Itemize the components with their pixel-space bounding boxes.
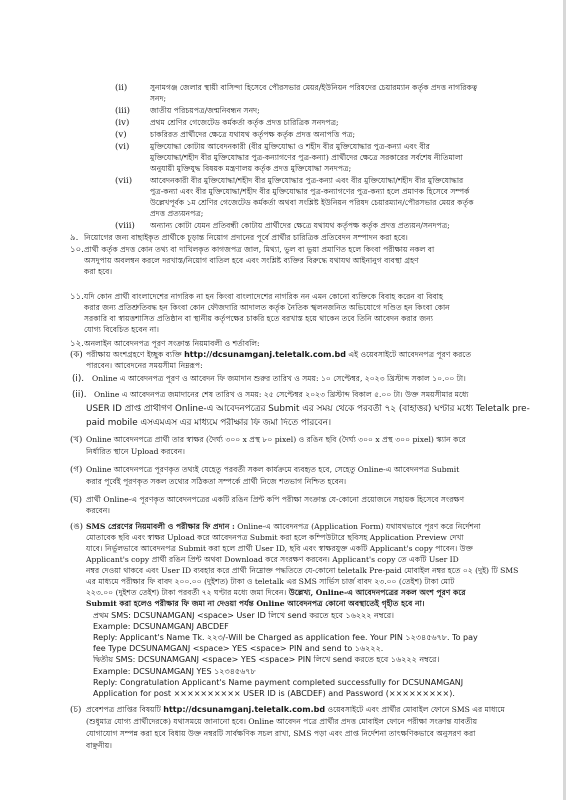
sub-item-text: প্রার্থী Online-এ পূরণকৃত আবেদনপত্রের একটি রঙিন প্রিন্ট কপি পরীক্ষা সংক্রান্ত যে-কোনো প্রয়োজনে সহায়ক হিসেবে সংরক্ষণ: [86, 495, 465, 504]
sub-item-text: করবেন।: [86, 506, 111, 515]
sub-item-number: (খ): [70, 435, 83, 445]
sms-line: Application for post ×××××××××× USER ID is (ABCDEF) and Password (×××××××××).: [93, 689, 455, 698]
sub-item-text-bold: Submit করা হলেও পরীক্ষার ফি জমা না দেওয়া পর্যন্ত Online আবেদনপত্র কোনো অবস্থাতেই গৃহীত হবে না।: [86, 599, 425, 608]
sms-line: দ্বিতীয় SMS: DCSUNAMGANJ <space> YES <space> PIN লিখে send করতে হবে ১৬২২২ নম্বরে।: [93, 655, 440, 664]
sub-item-text: USER ID প্রাপ্ত প্রার্থীগণ Online-এ আবেদনপত্রের Submit এর সময় থেকে পরবর্তী ৭২ (বাহাত্তর) ঘণ্টার মধ্যে Teletalk pre-: [86, 404, 530, 414]
text-segment-bold: উল্লেখ্য, Online-এ আবেদনপত্রের সকল অংশ পূরণ করে: [286, 588, 466, 597]
sub-item-text: Online এ আবেদনপত্র পূরণ ও আবেদন ফি জমাদান শুরুর তারিখ ও সময়: ১০ সেপ্টেম্বর, ২০২৩ খ্রিস্টাব্দ সকাল ১০.০০ টা।: [92, 374, 466, 383]
list-item-text: মুক্তিযোদ্ধা কোটায় আবেদনকারী (বীর মুক্তিযোদ্ধা ও শহীদ বীর মুক্তিযোদ্ধার পুত্র-কন্যা এবং বীর: [150, 142, 430, 151]
list-item-text: উল্লেখপূর্বক ১ম শ্রেণির গেজেটেড কর্মকর্তা অথবা সংশ্লিষ্ট ইউনিয়ন পরিষদ চেয়ারম্যান/পৌরসভার মেয়র কর্তৃক: [150, 198, 474, 207]
text-segment: পরীক্ষায় অংশগ্রহণে ইচ্ছুক ব্যক্তি: [86, 350, 185, 359]
item-number: (iv): [115, 118, 130, 128]
website-link[interactable]: http://dcsunamganj.teletalk.com.bd: [184, 350, 346, 359]
sub-item-text: paid mobile এসএমএস এর মাধ্যমে পরীক্ষার ফি জমা দিতে পারবেন।: [86, 418, 332, 428]
sms-line: Reply: Congratulation Applicant's Name payment completed successfully for DCSUNAMGANJ: [93, 678, 464, 687]
list-item-text: জাতীয় পরিচয়পত্র/জন্মনিবন্ধন সনদ;: [150, 106, 260, 115]
sms-line: Reply: Applicant's Name Tk. ২২৩/-Will be Charged as application fee. Your PIN ১২৩৪৫৬৭৮. To pay: [93, 633, 478, 642]
list-item-text: আবেদনকারী বীর মুক্তিযোদ্ধা/শহীদ বীর মুক্তিযোদ্ধার পুত্র-কন্যা এবং বীর মুক্তিযোদ্ধা/শহীদ বীর মুক্তিযোদ্ধার: [150, 176, 464, 185]
sub-item-text: বাঞ্ছনীয়।: [86, 741, 112, 750]
sub-item-text: Applicant's copy প্রার্থী রঙিন প্রিন্ট অথবা Download করে সংরক্ষণ করবেন। Applicant's copy তে একটি User ID: [86, 555, 459, 564]
list-item-text: প্রদত্ত প্রত্যয়নপত্র;: [150, 209, 204, 218]
section-number: ১২.: [70, 339, 84, 349]
section-text: যদি কোন প্রার্থী বাংলাদেশের নাগরিক না হন কিংবা বাংলাদেশের নাগরিক নন এমন কোনো ব্যক্তিকে বিবাহ করেন বা বিবাহ: [84, 292, 443, 301]
list-item-text: মুক্তিযোদ্ধা/শহীদ বীর মুক্তিযোদ্ধার পুত্র-কন্যাগণের পুত্র-কন্যা) প্রার্থীদের ক্ষেত্রে সরকারের সর্বশেষ নীতিমালা: [150, 153, 463, 162]
item-number: (ii): [115, 83, 128, 93]
sms-line: fee Type DCSUNAMGANJ <space> YES <space> PIN and send to ১৬২২২.: [93, 644, 384, 653]
sms-line: Example: DCSUNAMGANJ ABCDEF: [93, 622, 229, 631]
sub-item-text: এর মাধ্যমে পরীক্ষার ফি বাবদ ২০০.০০ (দুইশত) টাকা ও teletalk এর SMS সার্ভিস চার্জ বাবদ ২৩.০০ (তেইশ) টাকা মোট: [86, 577, 455, 586]
section-number: ১০.: [70, 245, 84, 255]
sub-item-text: মোতাবেক ছবি এবং স্বাক্ষর Upload করে আবেদনপত্র Submit করা হলে কম্পিউটারে ছবিসহ Application Preview দেখা: [86, 533, 464, 542]
section-text: সরকারি বা স্বায়ত্তশাসিত প্রতিষ্ঠান বা স্থানীয় কর্তৃপক্ষের চাকরি হতে বরখাস্ত হয়ে থাকেন তবে তিনি আবেদন করার জন্য: [84, 314, 433, 323]
sub-item-number: (i).: [72, 374, 85, 384]
sub-item-text: Online আবেদনপত্রে পূরণকৃত তথ্যই যেহেতু পরবর্তী সকল কার্যক্রমে ব্যবহৃত হবে, সেহেতু Online-এ আবেদনপত্র Submit: [86, 465, 460, 474]
sub-item-text: (শুধুমাত্র যোগ্য প্রার্থীদেরকে) যথাসময়ে জানানো হবে। Online আবেদন পত্রে প্রার্থীর প্রদত্ত মোবাইল ফোনে পরীক্ষা সংক্রান্ত যাবতীয়: [86, 717, 478, 726]
sub-item-number: (ঙ): [70, 522, 84, 532]
text-segment: Online-এ আবেদনপত্র (Application Form) যথাযথভাবে পূরণ করে নির্দেশনা: [234, 522, 481, 531]
item-number: (iii): [115, 106, 130, 116]
text-segment: এই ওয়েবসাইটে আবেদনপত্র পূরণ করতে: [345, 350, 472, 359]
sub-item-number: (ঘ): [70, 495, 83, 505]
sub-item-text: যাবে। নির্ভুলভাবে আবেদনপত্র Submit করা হলে প্রার্থী User ID, ছবি এবং স্বাক্ষরযুক্ত একটি Applicant's copy পাবেন। উক্ত: [86, 544, 473, 553]
sub-item-number: (ক): [70, 350, 83, 360]
sms-line: Example: DCSUNAMGANJ YES ১২৩৪৫৬৭৮: [93, 667, 256, 676]
item-number: (viii): [115, 221, 135, 231]
sub-item-text: করার পূর্বেই পূরণকৃত সকল তথ্যের সঠিকতা সম্পর্কে প্রার্থী নিজে শতভাগ নিশ্চিত হবেন।: [86, 477, 347, 486]
list-item-text: অনুযায়ী মুক্তিযুদ্ধ বিষয়ক মন্ত্রণালয় কর্তৃক প্রদত্ত মুক্তিযোদ্ধা সনদপত্র;: [150, 164, 352, 173]
sub-item-text: [86, 350, 552, 360]
section-text: করার জন্য প্রতিশ্রুতিবদ্ধ হন কিংবা কোন ফৌজদারি আদালত কর্তৃক নৈতিক স্খলনজনিত অভিযোগে দণ্ডিত হন কিংবা কোন: [84, 303, 450, 312]
list-item-text: সনদ;: [150, 94, 167, 103]
text-segment: ২২৩.০০ (দুইশত তেইশ) টাকা পরবর্তী ৭২ ঘণ্টার মধ্যে জমা দিবেন।: [86, 588, 287, 597]
sub-item-number: (গ): [70, 465, 83, 475]
item-number: (vi): [115, 142, 130, 152]
sub-item-text: নম্বর দেওয়া থাকবে এবং User ID ব্যবহার করে প্রার্থী নিম্নোক্ত পদ্ধতিতে যে-কোনো teletalk Pre-paid মোবাইল নম্বর হতে ০২ (দুই) টি SMS: [86, 566, 519, 575]
list-item-text: অন্যান্য কোটা যেমন প্রতিবন্ধী কোটায় প্রার্থীদের ক্ষেত্রে যথাযথ কর্তৃপক্ষ কর্তৃক প্রদত্ত প্রত্যয়ন/সনদপত্র;: [150, 221, 450, 230]
item-number: (v): [115, 130, 127, 140]
sub-item-text: [86, 705, 552, 715]
sub-item-number: (চ): [70, 705, 82, 715]
sms-heading: SMS প্রেরণের নিয়মাবলী ও পরীক্ষার ফি প্রদান :: [86, 522, 235, 531]
list-item-text: সুনামগঞ্জ জেলার স্থায়ী বাসিন্দা হিসেবে পৌরসভার মেয়র/ইউনিয়ন পরিষদের চেয়ারম্যান কর্তৃক প্রদত্ত নাগরিকত্ব: [150, 83, 478, 92]
section-text: যোগ্য বিবেচিত হবেন না।: [84, 325, 159, 334]
section-number: ৯.: [70, 233, 79, 243]
sms-line: প্রথম SMS: DCSUNAMGANJ <space> User ID লিখে send করতে হবে ১৬২২২ নম্বরে।: [93, 611, 395, 620]
text-segment: প্রবেশপত্র প্রাপ্তির বিষয়টি: [86, 705, 164, 714]
list-item-text: প্রথম শ্রেণির গেজেটেড কর্মকর্তা কর্তৃক প্রদত্ত চারিত্রিক সনদপত্র;: [150, 118, 339, 127]
sub-item-text: পারবেন। আবেদনের সময়সীমা নিম্নরূপ:: [86, 361, 203, 370]
list-item-text: চাকরিরত প্রার্থীদের ক্ষেত্রে যথাযথ কর্তৃপক্ষ কর্তৃক প্রদত্ত অনাপত্তি পত্র;: [150, 130, 356, 139]
section-text: অসদুপায় অবলম্বন করলে দরখাস্ত/নিয়োগ বাতিল হবে এবং সংশ্লিষ্ট ব্যক্তির বিরুদ্ধে যথাযথ আইনানুগ ব্যবস্থা গ্রহণ: [84, 256, 419, 265]
section-text: অনলাইন আবেদনপত্র পূরণ সংক্রান্ত নিয়মাবলী ও শর্তাবলি:: [84, 339, 260, 348]
sub-item-text: Online আবেদনপত্রে প্রার্থী তার স্বাক্ষর (দৈর্ঘ্য ৩০০ x প্রস্থ ৮০ pixel) ও রঙিন ছবি (দৈর্ঘ্য ৩০০ x প্রস্থ ৩০০ pixel) স্ক্যান করে: [86, 435, 466, 444]
sub-item-text: যোগাযোগ সম্পন্ন করা হবে বিধায় উক্ত নম্বরটি সার্বক্ষণিক সচল রাখা, SMS পড়া এবং প্রাপ্ত নির্দেশনা তাৎক্ষণিকভাবে অনুসরণ করা: [86, 729, 476, 738]
sub-item-text: Online এ আবেদনপত্র জমাদানের শেষ তারিখ ও সময়: ২৫ সেপ্টেম্বর ২০২৩ খ্রিস্টাব্দ বিকাল ৫.০০ টা। উক্ত সময়সীমার মধ্যে: [94, 390, 469, 399]
sub-item-number: (ii).: [72, 390, 87, 400]
section-text: প্রার্থী কর্তৃক প্রদত্ত কোন তথ্য বা দাখিলকৃত কাগজপত্র জাল, মিথ্যা, ভুল বা ভুয়া প্রমাণিত হলে কিংবা পরীক্ষায় নকল বা: [84, 245, 435, 254]
list-item-text: পুত্র-কন্যা এবং বীর মুক্তিযোদ্ধা/শহীদ বীর মুক্তিযোদ্ধার পুত্র-কন্যাগণের পুত্র-কন্যা হলে প্রমাণক হিসেবে সম্পর্ক: [150, 187, 470, 196]
website-link[interactable]: http://dcsunamganj.teletalk.com.bd: [163, 705, 326, 714]
item-number: (vii): [115, 176, 133, 186]
text-segment: ওয়েবসাইটে এবং প্রার্থীর মোবাইল ফোনে SMS এর মাধ্যমে: [325, 705, 505, 714]
sub-item-text: [86, 588, 552, 598]
section-text: নিয়োগের জন্য বাছাইকৃত প্রার্থীকে চূড়ান্ত নিয়োগ প্রদানের পূর্বে প্রার্থীর চারিত্রিক প্রতিবেদন সম্পাদন করা হবে।: [84, 233, 408, 242]
sub-item-text: [86, 522, 552, 532]
sub-item-text: নির্ধারিত স্থানে Upload করবেন।: [86, 447, 185, 456]
section-number: ১১.: [70, 292, 84, 302]
section-text: করা হবে।: [84, 267, 113, 276]
